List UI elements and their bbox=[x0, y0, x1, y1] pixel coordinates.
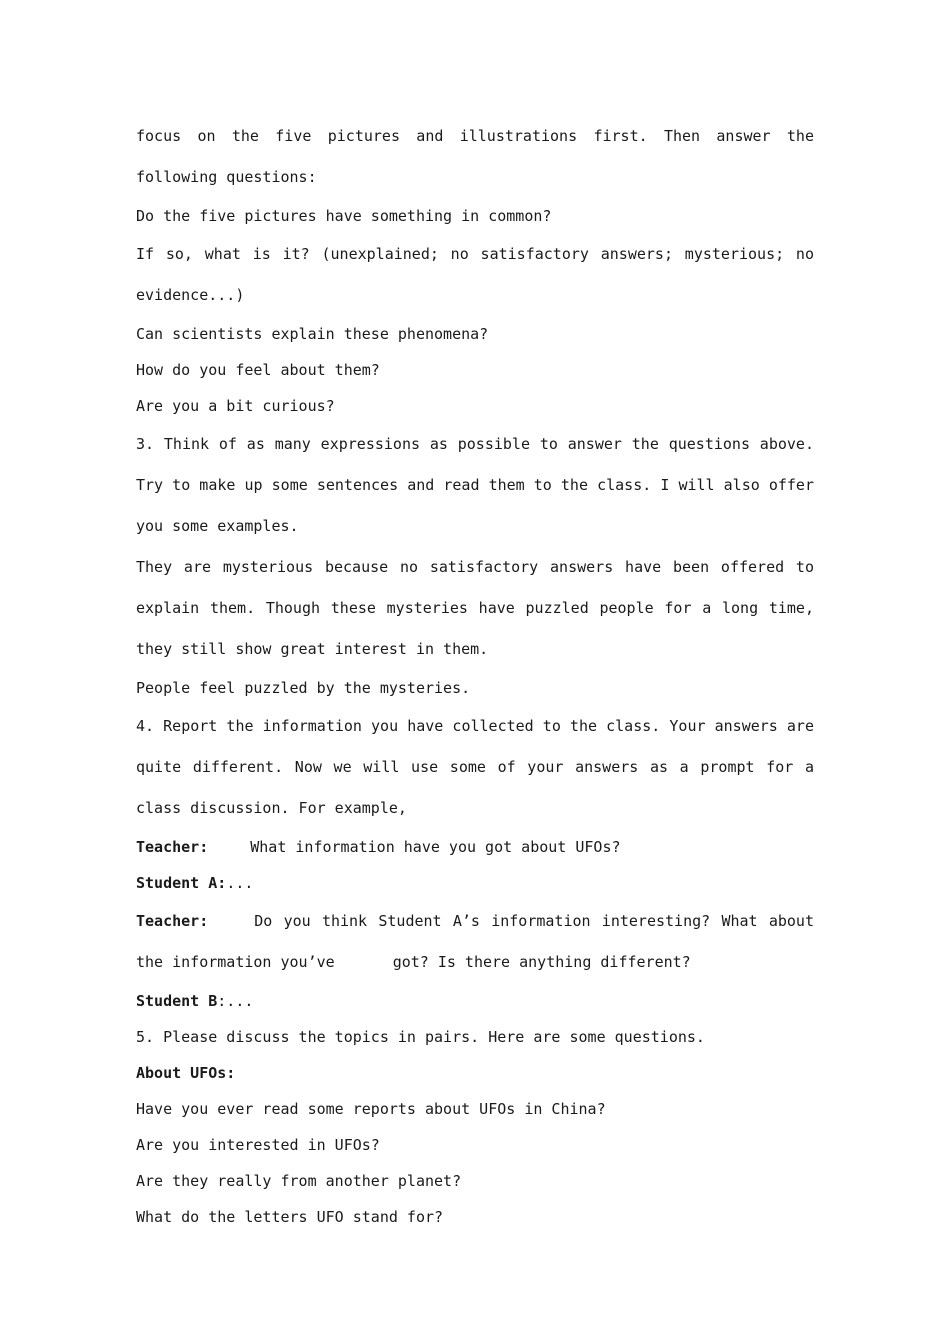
question-feel: How do you feel about them? bbox=[136, 361, 380, 379]
teacher-line-1: What information have you got about UFOs? bbox=[250, 838, 621, 856]
question-curious: Are you a bit curious? bbox=[136, 397, 335, 415]
dialogue-teacher-2 bbox=[136, 901, 814, 983]
ufo-question: Are you interested in UFOs? bbox=[136, 1136, 380, 1154]
document-page bbox=[136, 116, 814, 1235]
dialogue-student-b bbox=[136, 983, 814, 1019]
dialogue-teacher-1 bbox=[136, 829, 814, 865]
example-puzzled: People feel puzzled by the mysteries. bbox=[136, 679, 471, 697]
student-b-text: :... bbox=[217, 992, 254, 1010]
question-what: If so, what is it? (unexplained; no satisfactory answers; mysterious; no evidence...) bbox=[136, 245, 814, 304]
example-mysterious: They are mysterious because no satisfactory answers have been offered to explain them. Though these mysteries have puzzled people for a long time, they still show great interest in them. bbox=[136, 558, 814, 658]
step-3-paragraph: 3. Think of as many expressions as possible to answer the questions above. Try to make up some sentences and read them to the class. I will also offer you some examples. bbox=[136, 435, 814, 535]
ufo-question: Are they really from another planet? bbox=[136, 1172, 462, 1190]
ufo-question: What do the letters UFO stand for? bbox=[136, 1208, 444, 1226]
teacher-line-2-part-1: Do you think Student A’s information interesting? What about the information you’ve bbox=[136, 912, 814, 971]
ufo-question: Have you ever read some reports about UFOs in China? bbox=[136, 1100, 606, 1118]
teacher-label-2: Teacher: bbox=[136, 912, 209, 930]
about-ufos-heading: About UFOs: bbox=[136, 1064, 236, 1082]
dialogue-student-a bbox=[136, 865, 814, 901]
question-scientists: Can scientists explain these phenomena? bbox=[136, 325, 489, 343]
teacher-label: Teacher: bbox=[136, 838, 209, 856]
intro-paragraph: focus on the five pictures and illustrations first. Then answer the following questions: bbox=[136, 127, 814, 186]
student-b-label: Student B bbox=[136, 992, 218, 1010]
student-a-text: ... bbox=[226, 874, 254, 892]
teacher-line-2-part-2: got? Is there anything different? bbox=[392, 953, 691, 971]
step-5-intro: 5. Please discuss the topics in pairs. Here are some questions. bbox=[136, 1028, 705, 1046]
student-a-label: Student A: bbox=[136, 874, 227, 892]
question-common: Do the five pictures have something in common? bbox=[136, 207, 552, 225]
step-4-paragraph: 4. Report the information you have collected to the class. Your answers are quite different. Now we will use some of your answers as a prompt for a class discussion. For example, bbox=[136, 717, 814, 817]
